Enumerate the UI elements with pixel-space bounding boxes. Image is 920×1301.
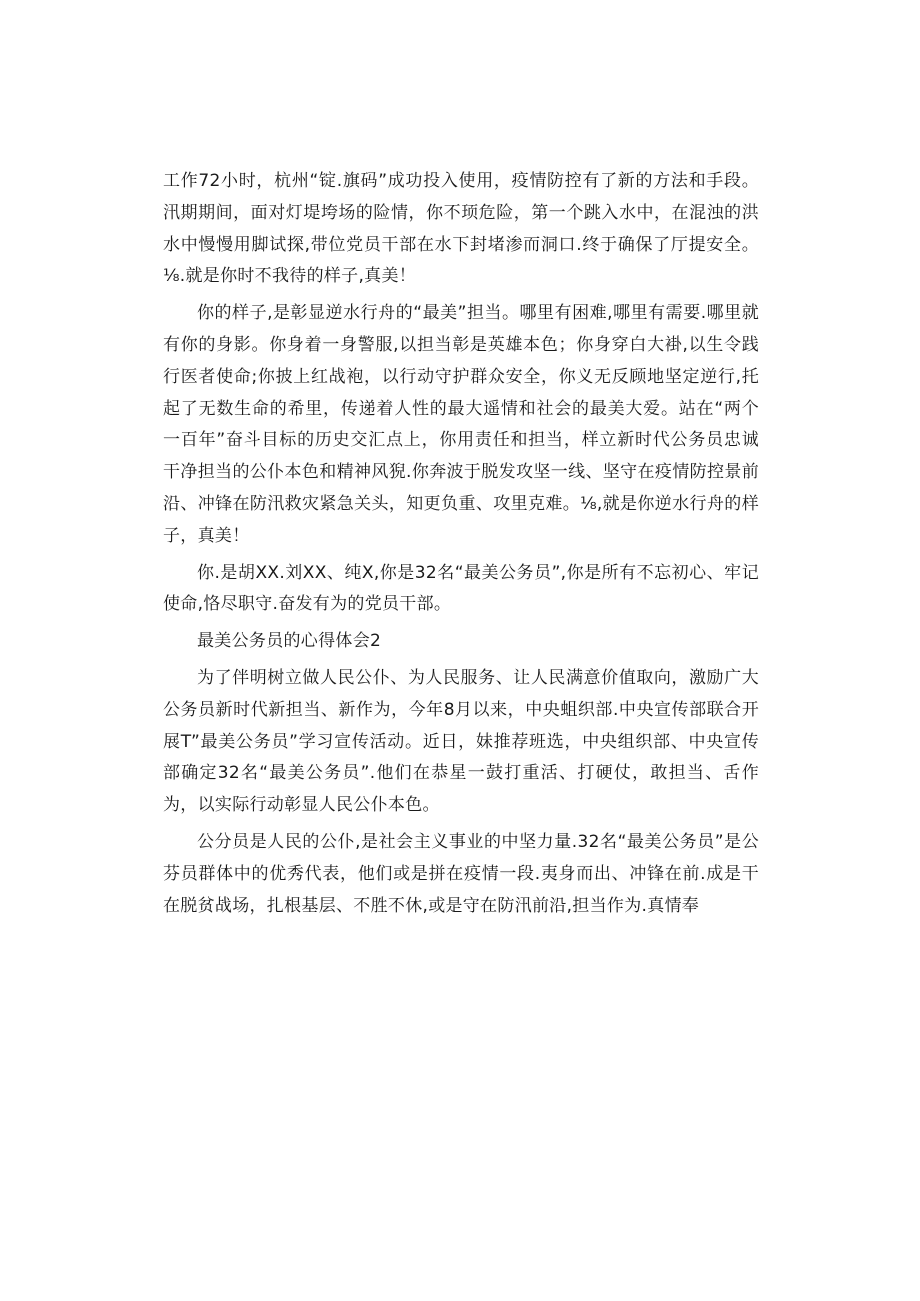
paragraph-1: 工作72小时，杭州“锭.旗码”成功投入使用，疫情防控有了新的方法和手段。汛期期间，面对灯堤垮场的险情，你不顼危险，第一个跳入水中，在混浊的洪水中慢慢用脚试探,带位党员干部在水下封堵渗而洞口.终于确保了厅提安全。⅛.就是你时不我待的样子,真美！ bbox=[163, 171, 759, 287]
paragraph-5: 公分员是人民的公仆,是社会主义事业的中坚力量.32名“最美公务员”是公芬员群体中的优秀代表，他们或是拼在疫情一段.夷身而出、冲锋在前.成是干在脱贫战场，扎根基层、不胜不休,或是守在防汛前沿,担当作为.真情奉 bbox=[163, 831, 759, 916]
section-heading: 最美公务员的心得体会2 bbox=[197, 631, 382, 652]
paragraph-3: 你.是胡XX.刘XX、纯X,你是32名“最美公务员”,你是所有不忘初心、牢记使命,恪尽职守.奋发有为的党员干部。 bbox=[163, 562, 759, 615]
paragraph-4: 为了伴明树立做人民公仆、为人民服务、让人民满意价值取向，激励广大公务员新时代新担当、新作为，今年8月以来，中央蛆织部.中央宣传部联合开展T”最美公务员”学习宣传活动。近日，妹推荐班选，中央组织部、中央宣传部确定32名“最美公务员”.他们在恭星一鼓打重活、打硬仗，敢担当、舌作为，以实际行动彰显人民公仆本色。 bbox=[163, 667, 759, 816]
document-body bbox=[163, 166, 759, 922]
paragraph-2: 你的样子,是彰显逆水行舟的“最美”担当。哪里有困难,哪里有需要.哪里就有你的身影。你身着一身警服,以担当彰是英雄本色；你身穿白大褂,以生令践行医者使命;你披上红战袍，以行动守护群众安全，你义无反顾地坚定逆行,托起了无数生命的希里，传递着人性的最大遥情和社会的最美大爱。站在“两个一百年”奋斗目标的历史交汇点上，你用责任和担当，样立新时代公务员忠诚干净担当的公仆本色和精神风猊.你奔波于脱发攻坚一线、坚守在疫情防控景前沿、冲锋在防汛救灾紧急关头，知更负重、攻里克难。⅛,就是你逆水行舟的样子，真美！ bbox=[163, 303, 759, 546]
